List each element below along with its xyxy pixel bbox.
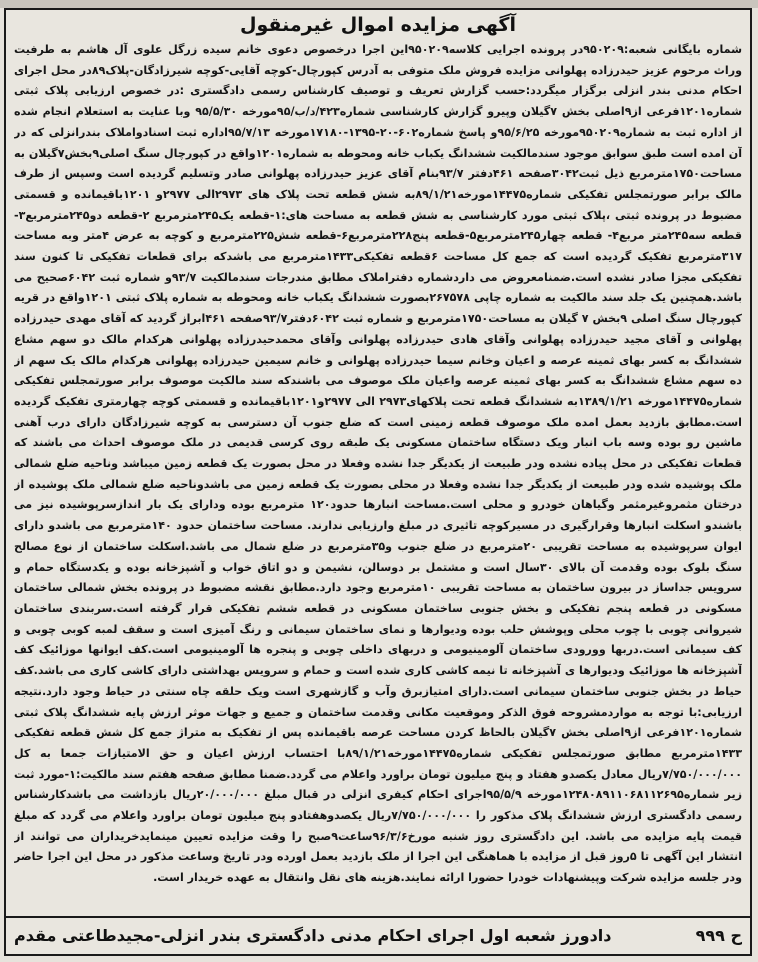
notice-body: شماره بایگانی شعبه:۹۵۰۲۰۹در پرونده اجرایی کلاسه۹۵۰۲۰۹این اجرا درخصوص دعوی خانم سیده زرگل علوی آل هاشم به طرفیت وراث مرحوم عزیز حیدرزاده پهلوانی مزایده فروش ملک متوفی به آدرس کپورچال-کوچه آقایی-کوچه شیرزادگان-پلاک۸۹در محل اجرای احکام مدنی بندر انزلی برگزار میگردد:حسب گزارش تعریف و توصیف کارشناس رسمی دادگستری :در خصوص ارزیابی پلاک ثبتی شماره۱۲۰۱فرعی از۹اصلی بخش ۷گیلان وپیرو گزارش کارشناسی شماره۴۲۳/د/ب/۹۵مورخه ۹۵/۵/۳۰ وبا عنایت به استعلام انجام شده از اداره ثبت به شماره۹۵۰۲۰۹مورخه ۹۵/۶/۲۵و پاسخ شماره۶۰۲-۲۰-۱۳۹۵-۱۷۱۸۰مورخه ۹۵/۷/۱۳اداره ثبت اسنادواملاک بندرانزلی که در آن امده است طبق سوابق موجود سندمالکیت ششدانگ یکباب خانه ومحوطه به شماره۱۲۰۱واقع در کپورچال سنگ اصلی۹بخش۷گیلان به مساحت۱۷۵۰مترمربع ذیل ثبت۳۰۴۲صفحه ۴۶۱دفتر ۹۳/۷بنام آقای عزیز حیدرزاده پهلوانی صادر وتسلیم گردیده است وسپس از طرف مالک برابر صورتمجلس تفکیکی شماره۱۴۴۷۵مورخه۸۹/۱/۲۱به شش قطعه تحت پلاک های ۲۹۷۳الی ۲۹۷۷و ۱۲۰۱باقیمانده و قسمتی مضبوط در پرونده ثبتی ،پلاک ثبتی مورد کارشناسی به شش قطعه به مساحت های:۱-قطعه یک۲۴۵مترمربع ۲-قطعه دو۲۴۵مترمربع۳-قطعه سه۲۴۵متر مربع۴- قطعه چهار۲۴۵مترمربع۵-قطعه پنج۲۲۸مترمربع۶-قطعه شش۲۲۵مترمربع و کوچه به عرض ۴متر وبه مساحت ۳۱۷مترمربع تفکیک گردیده است که جمع کل مساحت ۶قطعه تفکیکی۱۴۳۳مترمربع می باشدکه برای قطعات تفکیکی تا کنون سند تفکیکی مجزا صادر نشده است.ضمنامعروض می داردشماره دفتراملاک مطابق مندرجات سندمالکیت ۹۳/۷و شماره ثبت ۶۰۴۲صحیح می باشد.همچنین یک جلد سند مالکیت به شماره چاپی ۲۶۷۵۷۸بصورت ششدانگ یکباب خانه ومحوطه به شماره پلاک ثبتی ۱۲۰۱واقع در قریه کپورچال سنگ اصلی ۹بخش ۷ گیلان به مساحت۱۷۵۰مترمربع و شماره ثبت ۶۰۴۲دفتر۹۳/۷صفحه ۴۶۱ابراز گردید که آقای مهدی حیدرزاده پهلوانی و آقای مجید حیدرزاده پهلوانی وآقای هادی حیدرزاده پهلوانی وآقای محمدحیدرزاده پهلوانی هرکدام مالک دو سهم مشاع ششدانگ به کسر بهای ثمینه عرصه و اعیان وخانم سیما حیدرزاده پهلوانی و خانم سیمین حیدرزاده پهلوانی هرکدام مالک یک سهم از ده سهم مشاع ششدانگ به کسر بهای ثمینه عرصه واعیان ملک موصوف می باشندکه سند مالکیت موصوف برابر صورتمجلس تفکیکی شماره۱۴۴۷۵مورخه ۱۳۸۹/۱/۲۱به ششدانگ قطعه تحت پلاکهای۲۹۷۳ الی ۲۹۷۷و۱۲۰۱باقیمانده و قسمتی کوچه چهارمتری تفکیک گردیده است.مطابق بازدید بعمل امده ملک موصوف قطعه زمینی است که ضلع جنوب آن دسترسی به کوچه شیرزادگان دارای درب آهنی ماشین رو بوده وسه باب انبار ویک دستگاه ساختمان مسکونی یک طبقه روی کرسی قدیمی در ملک موصوف احداث می باشند که قطعات تفکیکی در محل پیاده نشده ودر طبیعت از یکدیگر جدا نشده وفعلا در محل بصورت یک قطعه زمین میباشد وناحیه ضلع شمالی ملک پوشیده شده ودر طبیعت از یکدیگر جدا نشده وفعلا در محلی بصورت یک قطعه زمین می باشدوناحیه ضلع شمالی ملک پوشیده از درختان مثمروغیرمثمر وگیاهان خودرو و محلی است.مساحت انبارها حدود۱۲۰ مترمربع بوده ودارای یک بار اندازسرپوشیده نیز می باشندو اسکلت انبارها وقرارگیری در مسیرکوچه تاثیری در مبلغ وارزیابی ندارند. مساحت ساختمان حدود ۱۴۰مترمربع می باشدو دارای ایوان سرپوشیده به مساحت تقریبی ۲۰مترمربع در ضلع جنوب و۳۵مترمربع در ضلع شمال می باشد.اسکلت ساختمان از نوع مصالح سنگ بلوک بوده وقدمت آن بالای ۳۰سال است و مشتمل بر دوسالن، نشیمن و دو اتاق خواب و آشپزخانه بوده و یکدستگاه حمام و سرویس جداساز در بیرون ساختمان به مساحت تقریبی ۱۰مترمربع وجود دارد.مطابق نقشه مضبوط در پرونده بخش شمالی ساختمان مسکونی در قطعه پنجم تفکیکی و بخش جنوبی ساختمان مسکونی در قطعه ششم تفکیکی قرار گرفته است.سربندی ساختمان شیروانی چوبی با چوب محلی وپوشش حلب بوده ودیوارها و نمای ساختمان سیمانی و رنگ آمیزی است و سقف لمبه کوبی چوبی و کف سیمانی است.دربها وورودی ساختمان آلومینیومی و دربهای داخلی چوبی و پنجره ها آلومینیومی است.کف ایوانها موزائیک کف آشپزخانه ها موزائیک ودیوارها ی آشپزخانه تا نیمه کاشی کاری شده است و حمام و سرویس بهداشتی دارای کاشی کاری می باشد.کف حیاط در بخش جنوبی ساختمان سیمانی است.دارای امتیازبرق وآب و گازشهری است ویک حلقه چاه سنتی در حیاط وجود دارد.نتیجه ارزیابی:با توجه به مواردمشروحه فوق الذکر وموقعیت مکانی وقدمت ساختمان و جمیع و جهات موثر ارزش پایه ششدانگ پلاک ثبتی شماره۱۲۰۱فرعی از۹اصلی بخش ۷گیلان بالحاظ کردن مساحت عرصه باقیمانده پس از تفکیک به متراژ جمع کل شش قطعه تفکیکی ۱۴۳۳مترمربع مطابق صورتمجلس تفکیکی شماره۱۴۴۷۵مورخه۸۹/۱/۲۱با احتساب ارزش اعیان و حق الامتیازات جمعا به کل ۷/۷۵۰/۰۰۰/۰۰۰ریال معادل یکصدو هفتاد و پنج میلیون تومان براورد واعلام می گردد.ضمنا مطابق صفحه هفتم سند مالکیت:۱-مورد ثبت زیر شماره۱۲۴۸۰۸۹۱۱۰۶۸۱۱۲۶۹۵مورخه ۹۵/۵/۹اجرای احکام کیفری انزلی در قبال مبلغ ۲۰/۰۰۰/۰۰۰ریال بازداشت می باشدکارشناس رسمی دادگستری ارزش ششدانگ پلاک مذکور را ۷/۷۵۰/۰۰۰/۰۰۰ریال یکصدوهفتادو پنج میلیون تومان براورد واعلام می گردد که مبلغ قیمت پایه مزایده می باشد. این دادگستری روز شنبه مورخ۹۶/۳/۶ساعت۹صبح را وقت مزایده تعیین مینمایدخریداران می توانند از انتشار این آگهی تا ۵روز قبل از مزایده با هماهنگی این اجرا از ملک بازدید بعمل اورده ودر تاریخ وساعت مذکور در محل این اجرا حاضر ودر جلسه مزایده شرکت وپیشنهادات خودرا حضورا ارائه نمایند.هزینه های نقل وانتقال به عهده خریدار است. bbox=[14, 43, 742, 885]
footer-divider bbox=[6, 916, 750, 918]
notice-title: آگهی مزایده اموال غیرمنقول bbox=[240, 14, 516, 36]
notice-frame bbox=[4, 8, 752, 956]
footer-signature: دادورز شعبه اول اجرای احکام مدنی دادگستری بندر انزلی-مجیدطاعتی مقدم bbox=[14, 926, 612, 945]
footer-code: ح ۹۹۹ bbox=[695, 926, 742, 945]
top-strip bbox=[0, 0, 758, 8]
notice-footer bbox=[14, 920, 742, 952]
